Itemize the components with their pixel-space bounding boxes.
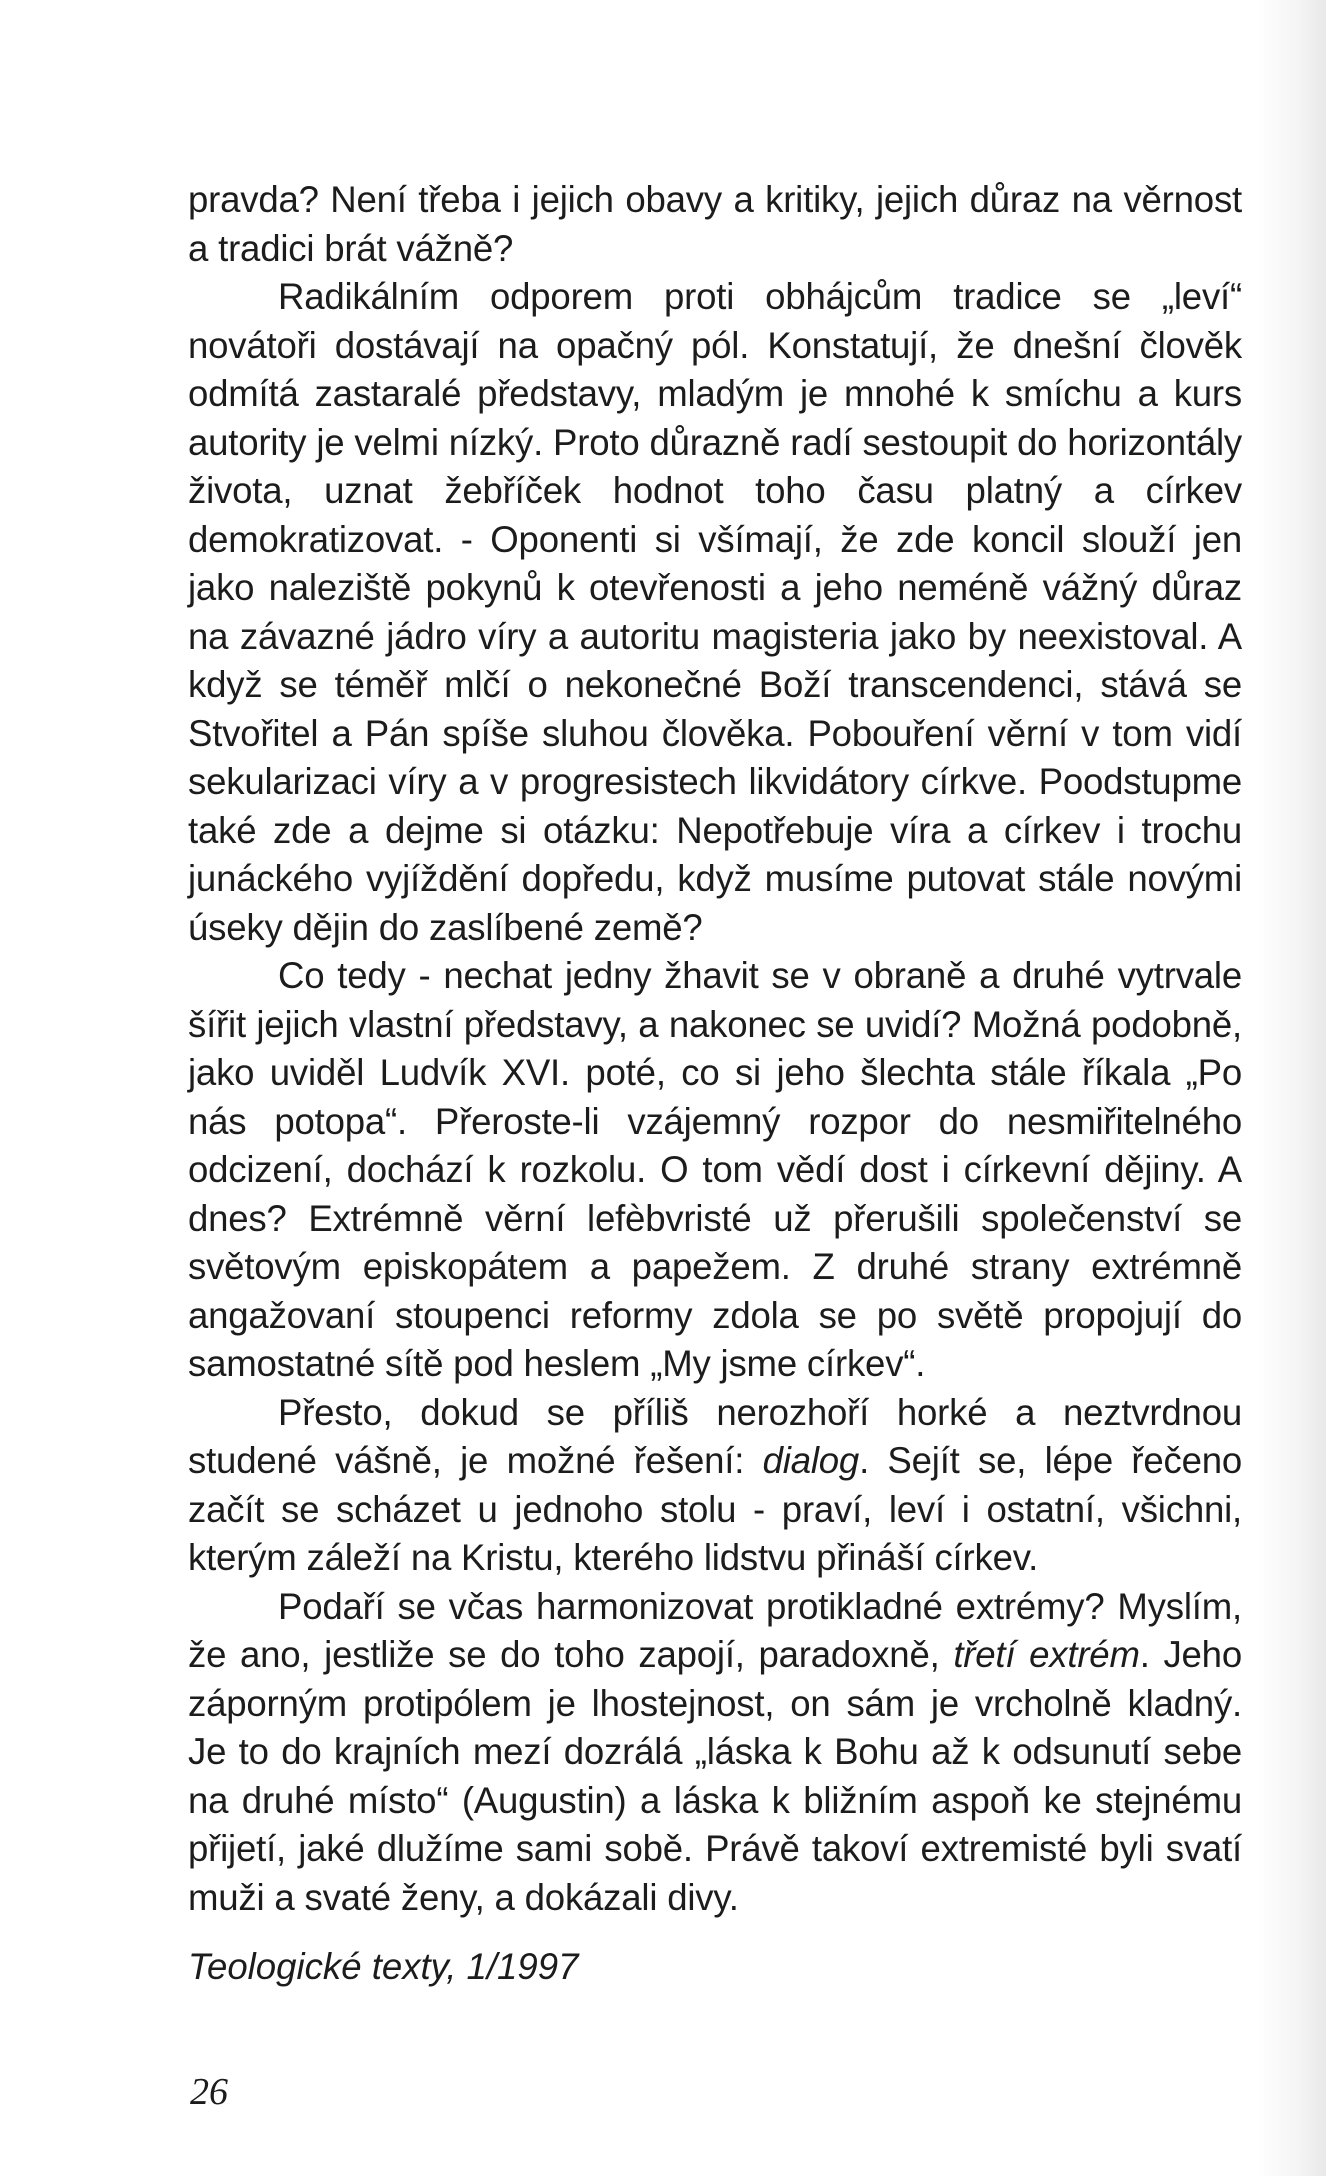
- paragraph-5: [188, 1583, 1242, 1923]
- paragraph-2-text: Radikálním odporem proti obhájcům tradice se „leví“ novátoři dostávají na opačný pól. Konstatují, že dnešní člověk odmítá zastaralé představy, mladým je mnohé k smíchu a kurs autority je velmi nízký. Proto důrazně radí sestoupit do horizontály života, uznat žebříček hodnot toho času platný a církev demokratizovat. - Oponenti si všímají, že zde koncil slouží jen jako naleziště pokynů k otevřenosti a jeho neméně vážný důraz na závazné jádro víry a autoritu magisteria jako by neexistoval. A když se téměř mlčí o nekonečné Boží transcendenci, stává se Stvořitel a Pán spíše sluhou člověka. Pobouření věrní v tom vidí sekularizaci víry a v progresistech likvidátory církve. Poodstupme také zde a dejme si otázku: Nepotřebuje víra a církev i trochu junáckého vyjíždění dopředu, když musíme putovat stále novými úseky dějin do zaslíbené země?: [188, 276, 1242, 948]
- source-citation: Teologické texty, 1/1997: [188, 1946, 579, 1987]
- paragraph-5-text-b: . Jeho záporným protipólem je lhostejnost, on sám je vrcholně kladný. Je to do krajních mezí dozrálá „láska k Bohu až k odsunutí sebe na druhé místo“ (Augustin) a láska k bližním aspoň ke stejnému přijetí, jaké dlužíme sami sobě. Právě takoví extremisté byli svatí muži a svaté ženy, a dokázali divy.: [188, 1634, 1242, 1918]
- paragraph-1: [188, 176, 1242, 273]
- paragraph-3-text: Co tedy - nechat jedny žhavit se v obraně a druhé vytrvale šířit jejich vlastní představy, a nakonec se uvidí? Možná podobně, jako uviděl Ludvík XVI. poté, co si jeho šlechta stále říkala „Po nás potopa“. Přeroste-li vzájemný rozpor do nesmiřitelného odcizení, dochází k rozkolu. O tom vědí dost i církevní dějiny. A dnes? Extrémně věrní lefèbvristé už přerušili společenství se světovým episkopátem a papežem. Z druhé strany extrémně angažovaní stoupenci reformy zdola se po světě propojují do samostatné sítě pod heslem „My jsme církev“.: [188, 955, 1242, 1384]
- paragraph-4-emphasis: dialog: [762, 1440, 860, 1481]
- body-text: [188, 176, 1242, 1922]
- paragraph-4: [188, 1389, 1242, 1583]
- paragraph-4-text-b: . Sejít se, lépe řečeno začít se scházet u jednoho stolu - praví, leví i ostatní, všichni, kterým záleží na Kristu, kterého lidstvu přináší církev.: [188, 1440, 1243, 1578]
- page-number: 26: [190, 2071, 228, 2113]
- paragraph-4-text-a: Přesto, dokud se příliš nerozhoří horké a neztvrdnou studené vášně, je možné řešení:: [188, 1391, 1242, 1481]
- paragraph-1-text: pravda? Není třeba i jejich obavy a kritiky, jejich důraz na věrnost a tradici brát vážně?: [188, 179, 1242, 269]
- paragraph-5-emphasis: třetí extrém: [953, 1634, 1140, 1675]
- paragraph-5-text-a: Podaří se včas harmonizovat protikladné extrémy? Myslím, že ano, jestliže se do toho zapojí, paradoxně,: [188, 1585, 1242, 1675]
- paragraph-2: [188, 273, 1242, 952]
- paragraph-3: [188, 952, 1242, 1389]
- facing-page-bleed: [1256, 0, 1326, 2176]
